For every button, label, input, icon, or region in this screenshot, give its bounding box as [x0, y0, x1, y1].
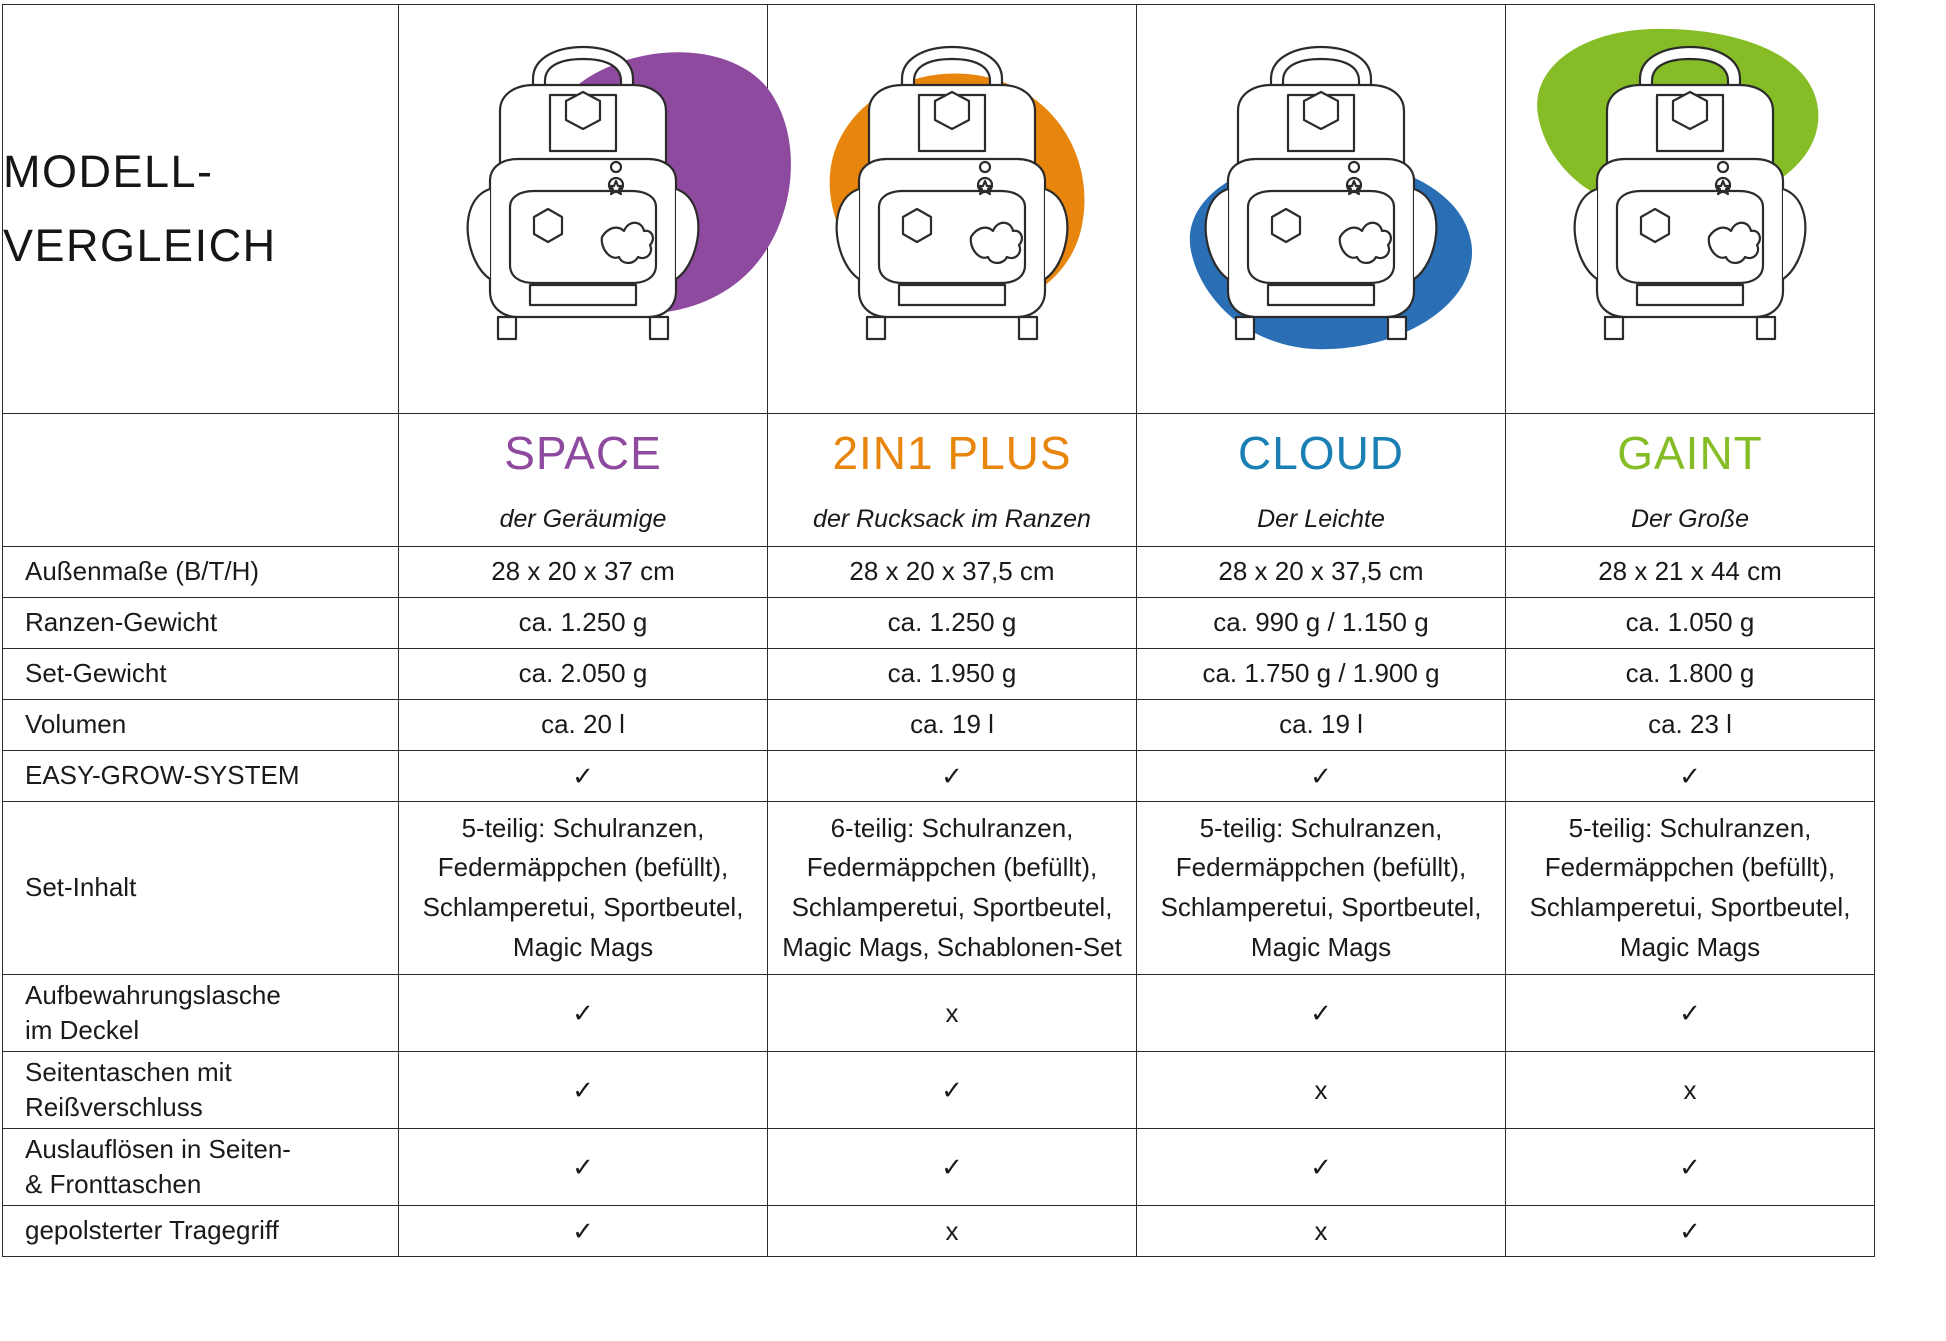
row-label-line2: Reißverschluss — [25, 1092, 203, 1122]
model-name-row — [3, 414, 1875, 493]
check-mark: ✓ — [1679, 1216, 1701, 1246]
page-title — [3, 135, 398, 284]
row-value-cell — [1506, 802, 1875, 975]
model-name-cell-2in1plus — [768, 414, 1137, 493]
row-value-cell — [768, 700, 1137, 751]
check-mark: ✓ — [941, 761, 963, 791]
row-label: Außenmaße (B/T/H) — [25, 556, 260, 587]
model-name: GAINT — [1617, 427, 1763, 479]
row-value-cell — [1137, 975, 1506, 1052]
row-value-cell — [768, 547, 1137, 598]
row-label-line1: Aufbewahrungslasche — [25, 979, 281, 1010]
model-tagline: Der Große — [1630, 504, 1750, 533]
check-mark: ✓ — [572, 1075, 594, 1105]
row-value-cell — [1137, 802, 1506, 975]
product-image-cell-cloud — [1137, 5, 1506, 414]
row-value-cell — [768, 751, 1137, 802]
table-row — [3, 649, 1875, 700]
row-label-cell — [3, 1129, 399, 1206]
row-value: ca. 23 l — [1648, 709, 1732, 740]
check-mark: ✓ — [1310, 761, 1332, 791]
product-image-cell-gaint — [1506, 5, 1875, 414]
row-label-line1: Auslauflösen in Seiten- — [25, 1133, 291, 1164]
table-row — [3, 1129, 1875, 1206]
model-tagline: der Rucksack im Ranzen — [813, 504, 1091, 533]
table-row — [3, 700, 1875, 751]
row-value: ca. 20 l — [541, 709, 625, 740]
row-label-line2: im Deckel — [25, 1015, 140, 1045]
row-value-cell — [1506, 700, 1875, 751]
row-value: ca. 2.050 g — [518, 658, 648, 689]
row-label-cell — [3, 802, 399, 975]
set-contents: 5-teilig: Schulranzen, Federmäppchen (befüllt), Schlamperetui, Sportbeutel, Magic Mags — [1529, 812, 1851, 962]
row-label-cell — [3, 547, 399, 598]
row-value: ca. 1.750 g / 1.900 g — [1202, 658, 1440, 689]
row-value-cell — [1506, 547, 1875, 598]
row-value-cell — [399, 598, 768, 649]
row-label: EASY-GROW-SYSTEM — [25, 760, 300, 791]
product-image-cell-2in1plus — [768, 5, 1137, 414]
check-mark: ✓ — [1679, 1152, 1701, 1182]
cross-mark: x — [1314, 1075, 1328, 1105]
check-mark: ✓ — [572, 1216, 594, 1246]
row-label-line1: Seitentaschen mit — [25, 1056, 232, 1087]
model-tagline-cell-cloud — [1137, 492, 1506, 547]
page-title-line2: VERGLEICH — [3, 220, 277, 271]
model-name: SPACE — [504, 427, 662, 479]
row-value-cell — [1506, 598, 1875, 649]
model-tagline: Der Leichte — [1257, 504, 1385, 533]
table-row — [3, 751, 1875, 802]
row-value-cell — [768, 975, 1137, 1052]
row-label — [3, 1055, 398, 1125]
table-row — [3, 547, 1875, 598]
row-value-cell — [1506, 751, 1875, 802]
row-value: 28 x 21 x 44 cm — [1598, 556, 1782, 587]
schoolbag-illustration — [1176, 39, 1466, 379]
cross-mark: x — [1683, 1075, 1697, 1105]
table-row — [3, 1052, 1875, 1129]
model-tagline-cell-space — [399, 492, 768, 547]
page-title-line1: MODELL- — [3, 145, 214, 197]
row-label-cell — [3, 1052, 399, 1129]
row-value-cell — [768, 1052, 1137, 1129]
row-value-cell — [768, 1206, 1137, 1257]
model-name-cell-space — [399, 414, 768, 493]
page-title-cell — [3, 5, 399, 414]
cross-mark: x — [1314, 1216, 1328, 1246]
comparison-table — [2, 4, 1875, 1257]
row-value-cell — [399, 975, 768, 1052]
model-name: CLOUD — [1237, 427, 1405, 479]
row-value-cell — [1506, 975, 1875, 1052]
row-label: Volumen — [25, 709, 127, 740]
row-value-cell — [768, 802, 1137, 975]
row-label-cell — [3, 1206, 399, 1257]
row-value-cell — [1506, 1206, 1875, 1257]
row-value: ca. 1.800 g — [1625, 658, 1755, 689]
schoolbag-illustration — [1545, 39, 1835, 379]
model-tagline: der Geräumige — [499, 504, 667, 533]
check-mark: ✓ — [572, 998, 594, 1028]
model-tagline-cell-gaint — [1506, 492, 1875, 547]
check-mark: ✓ — [941, 1075, 963, 1105]
model-name-cell-gaint — [1506, 414, 1875, 493]
row-value-cell — [1137, 1129, 1506, 1206]
row-value-cell — [399, 1129, 768, 1206]
model-tagline-cell-2in1plus — [768, 492, 1137, 547]
row-value-cell — [399, 649, 768, 700]
row-label-cell — [3, 751, 399, 802]
row-label — [3, 978, 398, 1048]
set-contents: 6-teilig: Schulranzen, Federmäppchen (befüllt), Schlamperetui, Sportbeutel, Magic Mags, Schablonen-Set — [782, 812, 1122, 962]
check-mark: ✓ — [572, 1152, 594, 1182]
row-value-cell — [768, 649, 1137, 700]
row-value: ca. 1.050 g — [1625, 607, 1755, 638]
row-label-cell — [3, 598, 399, 649]
header-row — [3, 5, 1875, 414]
row-value-cell — [1137, 649, 1506, 700]
row-value-cell — [1137, 751, 1506, 802]
row-value-cell — [399, 547, 768, 598]
table-row — [3, 975, 1875, 1052]
product-image-cell-space — [399, 5, 768, 414]
row-label: Ranzen-Gewicht — [25, 607, 218, 638]
row-value: 28 x 20 x 37,5 cm — [1218, 556, 1424, 587]
row-value-cell — [1506, 1052, 1875, 1129]
check-mark: ✓ — [1679, 998, 1701, 1028]
row-label — [3, 1132, 398, 1202]
set-contents: 5-teilig: Schulranzen, Federmäppchen (befüllt), Schlamperetui, Sportbeutel, Magic Mags — [422, 812, 744, 962]
schoolbag-illustration — [807, 39, 1097, 379]
row-value: 28 x 20 x 37 cm — [491, 556, 675, 587]
table-row — [3, 598, 1875, 649]
model-comparison-sheet — [0, 4, 1946, 1341]
row-value-cell — [399, 1052, 768, 1129]
check-mark: ✓ — [941, 1152, 963, 1182]
row-value-cell — [1137, 1052, 1506, 1129]
row-label: gepolsterter Tragegriff — [25, 1215, 279, 1246]
row-label-cell — [3, 975, 399, 1052]
model-name-cell-cloud — [1137, 414, 1506, 493]
row-value-cell — [1137, 547, 1506, 598]
row-value-cell — [768, 1129, 1137, 1206]
row-value-cell — [1506, 649, 1875, 700]
check-mark: ✓ — [1310, 998, 1332, 1028]
row-value-cell — [1137, 1206, 1506, 1257]
row-value-cell — [1137, 700, 1506, 751]
empty-cell — [3, 414, 399, 547]
cross-mark: x — [945, 1216, 959, 1246]
row-value: ca. 19 l — [1279, 709, 1363, 740]
row-label-cell — [3, 700, 399, 751]
row-value-cell — [399, 751, 768, 802]
row-value: ca. 19 l — [910, 709, 994, 740]
row-value-cell — [768, 598, 1137, 649]
row-value-cell — [399, 700, 768, 751]
row-value-cell — [1137, 598, 1506, 649]
row-value: 28 x 20 x 37,5 cm — [849, 556, 1055, 587]
schoolbag-illustration — [438, 39, 728, 379]
row-value-cell — [1506, 1129, 1875, 1206]
row-label-cell — [3, 649, 399, 700]
table-row-set-inhalt — [3, 802, 1875, 975]
row-label: Set-Inhalt — [25, 872, 137, 903]
row-value: ca. 1.250 g — [518, 607, 648, 638]
table-row — [3, 1206, 1875, 1257]
row-value: ca. 1.250 g — [887, 607, 1017, 638]
row-value: ca. 1.950 g — [887, 658, 1017, 689]
row-value: ca. 990 g / 1.150 g — [1213, 607, 1429, 638]
row-label-line2: & Fronttaschen — [25, 1169, 202, 1199]
row-value-cell — [399, 802, 768, 975]
check-mark: ✓ — [1310, 1152, 1332, 1182]
row-label: Set-Gewicht — [25, 658, 167, 689]
cross-mark: x — [945, 998, 959, 1028]
model-name: 2IN1 PLUS — [832, 427, 1072, 479]
check-mark: ✓ — [1679, 761, 1701, 791]
row-value-cell — [399, 1206, 768, 1257]
check-mark: ✓ — [572, 761, 594, 791]
set-contents: 5-teilig: Schulranzen, Federmäppchen (befüllt), Schlamperetui, Sportbeutel, Magic Mags — [1160, 812, 1482, 962]
